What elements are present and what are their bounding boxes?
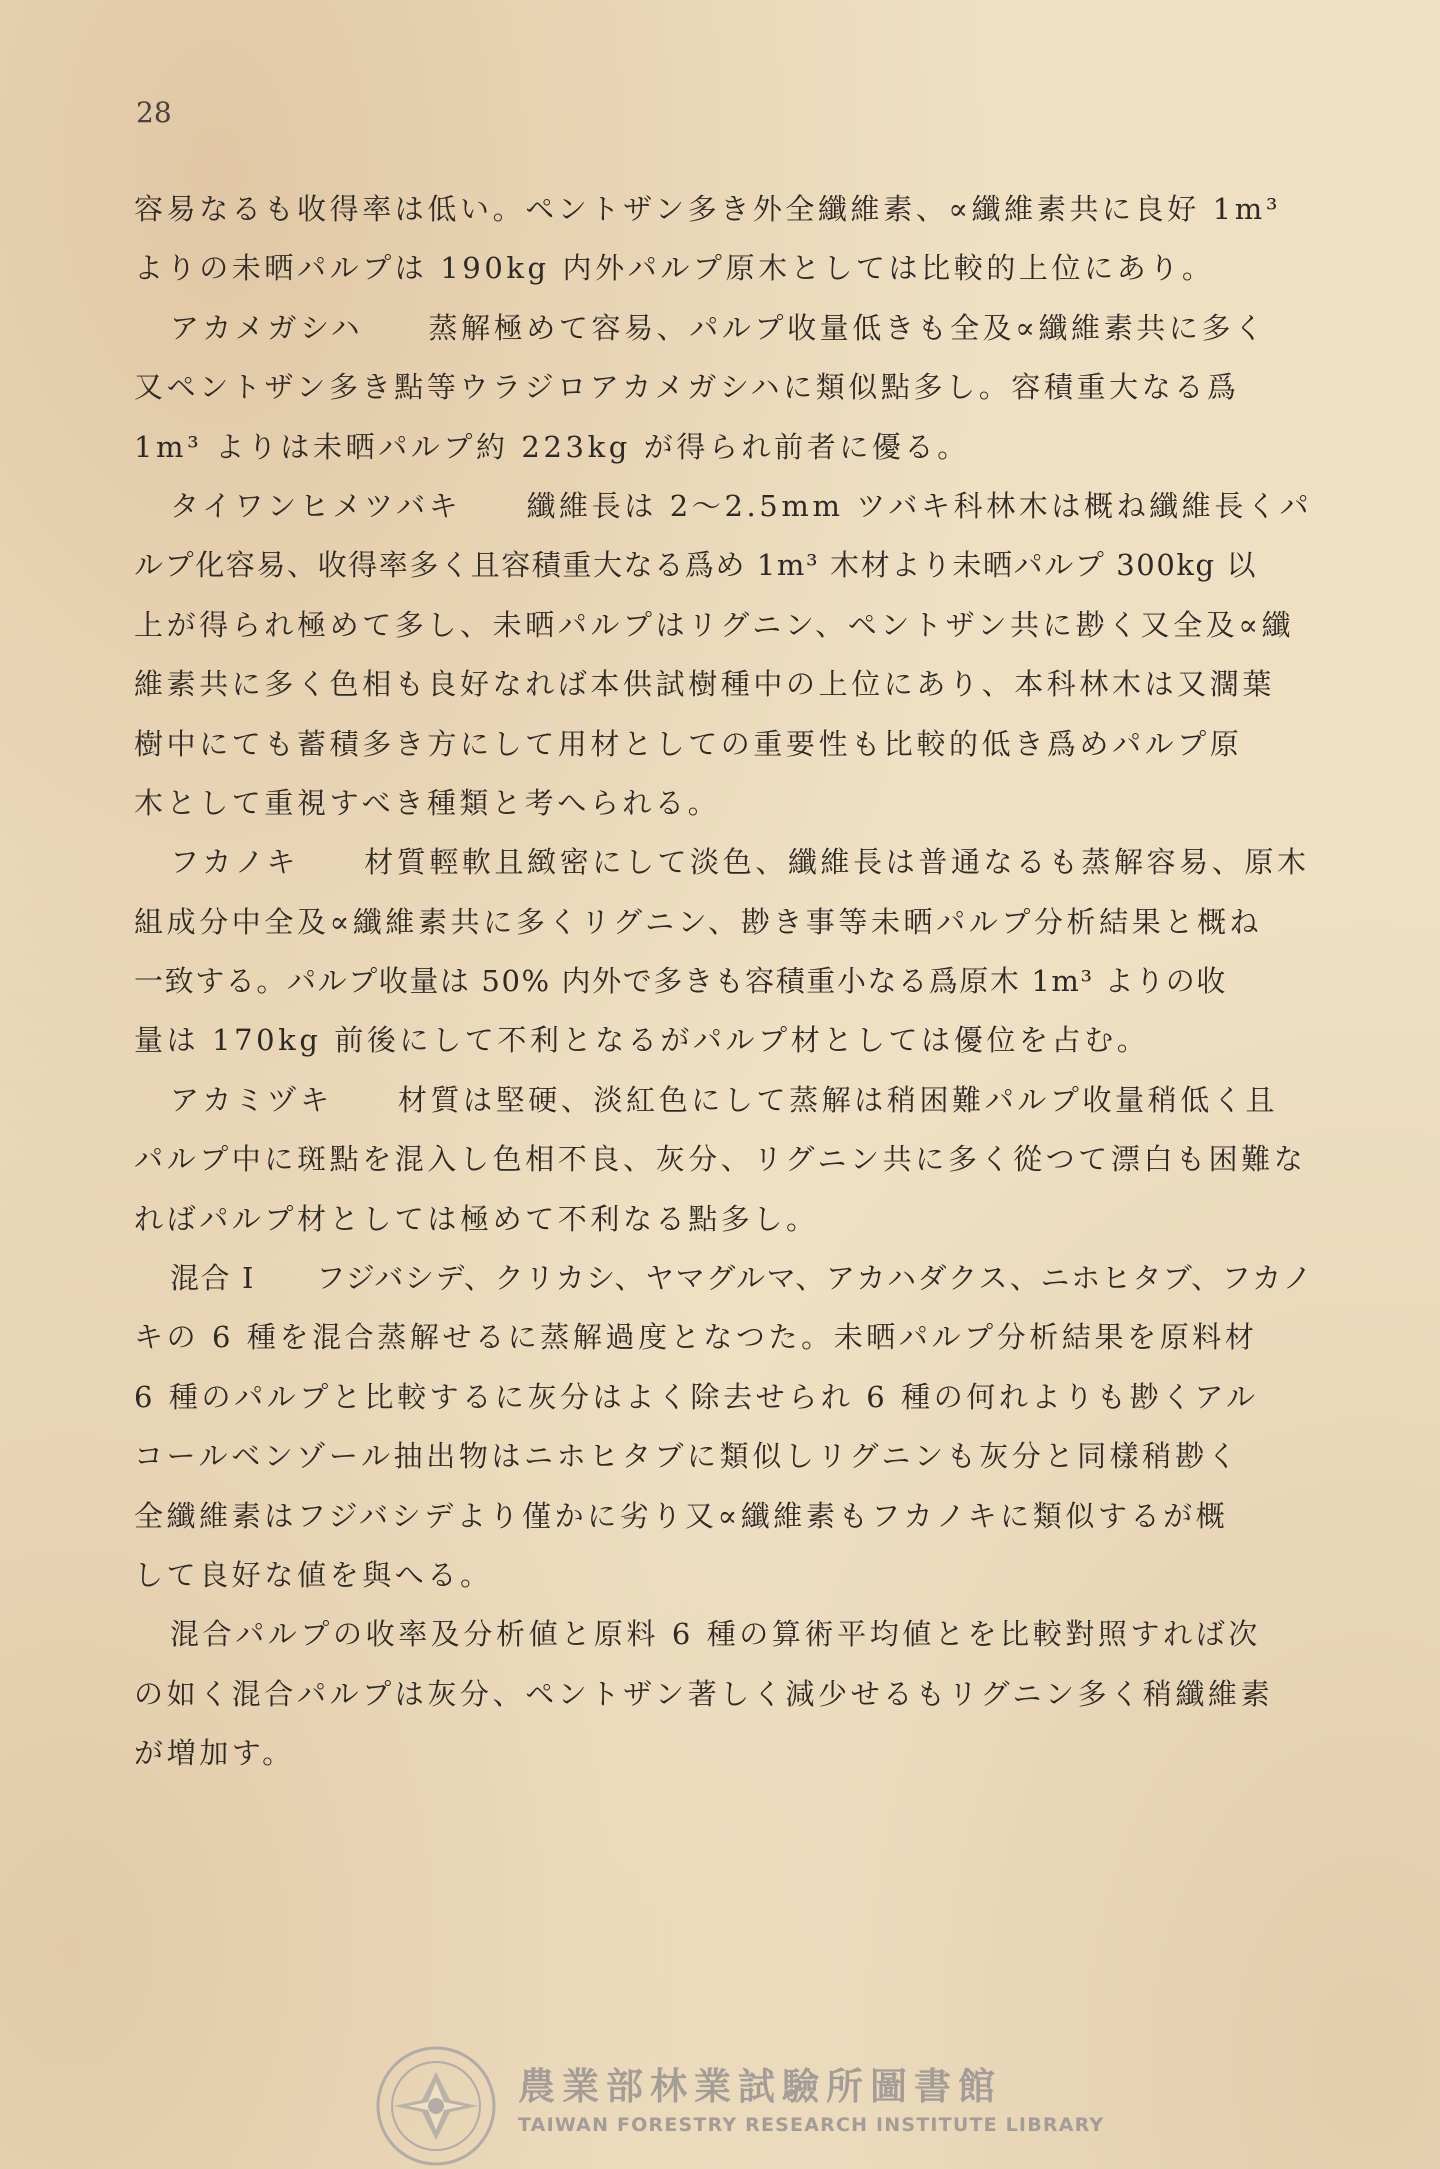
text-line: 維素共に多く色相も良好なれば本供試樹種中の上位にあり、本科林木は又濶葉 xyxy=(134,667,1276,702)
paragraph-first-line: アカメガシハ 蒸解極めて容易、パルプ收量低きも全及∝纖維素共に多く xyxy=(170,310,1267,345)
text-line: 樹中にても蓄積多き方にして用材としての重要性も比較的低き爲めパルプ原 xyxy=(134,726,1243,761)
library-name-chinese: 農業部林業試驗所圖書館 xyxy=(518,2065,1002,2108)
text-line: 木として重視すべき種類と考へられる。 xyxy=(134,785,721,820)
text-line: 6 種のパルプと比較するに灰分はよく除去せられ 6 種の何れよりも尠くアル xyxy=(134,1379,1259,1414)
paragraph-first-line: アカミヅキ 材質は堅硬、淡紅色にして蒸解は稍困難パルプ收量稍低く且 xyxy=(170,1082,1279,1117)
text-line: ルプ化容易、收得率多く且容積重大なる爲め 1m³ 木材より未晒パルプ 300kg 以 xyxy=(134,548,1258,583)
text-line: して良好な値を與へる。 xyxy=(134,1557,493,1592)
text-line: 1m³ よりは未晒パルプ約 223kg が得られ前者に優る。 xyxy=(134,429,970,464)
text-line: 量は 170kg 前後にして不利となるがパルプ材としては優位を占む。 xyxy=(134,1023,1150,1058)
text-line: 全纖維素はフジバシデより僅かに劣り又∝纖維素もフカノキに類似するが概 xyxy=(134,1498,1229,1533)
library-seal-icon xyxy=(374,2044,498,2168)
paragraph-first-line: 混合パルプの收率及分析値と原料 6 種の算術平均値とを比較對照すれば次 xyxy=(170,1617,1261,1652)
text-line: 上が得られ極めて多し、未晒パルプはリグニン、ペントザン共に尠く又全及∝纖 xyxy=(134,607,1295,642)
paragraph-first-line: 混合 I フジバシデ、クリカシ、ヤマグルマ、アカハダクス、ニホヒタブ、フカノ xyxy=(170,1261,1314,1296)
text-line: 組成分中全及∝纖維素共に多くリグニン、尠き事等未晒パルプ分析結果と概ね xyxy=(134,904,1263,939)
paragraph-first-line: タイワンヒメツバキ 纖維長は 2～2.5mm ツバキ科林木は概ね纖維長くパ xyxy=(170,488,1313,523)
text-line: 一致する。パルプ收量は 50% 内外で多きも容積重小なる爲原木 1m³ よりの收 xyxy=(134,964,1227,999)
text-line: 又ペントザン多き點等ウラジロアカメガシハに類似點多し。容積重大なる爲 xyxy=(134,370,1240,405)
text-line: パルプ中に斑點を混入し色相不良、灰分、リグニン共に多く從つて漂白も困難な xyxy=(134,1142,1307,1177)
body-text xyxy=(134,180,1314,1784)
page-number: 28 xyxy=(136,96,172,129)
text-line: の如く混合パルプは灰分、ペントザン著しく減少せるもリグニン多く稍纖維素 xyxy=(134,1676,1274,1711)
text-line: 容易なるも收得率は低い。ペントザン多き外全纖維素、∝纖維素共に良好 1m³ xyxy=(134,192,1282,226)
text-line: キの 6 種を混合蒸解せるに蒸解過度となつた。未晒パルプ分析結果を原料材 xyxy=(134,1320,1258,1355)
text-line: ればパルプ材としては極めて不利なる點多し。 xyxy=(134,1201,819,1236)
text-line: コールベンゾール抽出物はニホヒタブに類似しリグニンも灰分と同樣稍尠く xyxy=(134,1439,1241,1474)
library-name-english: TAIWAN FORESTRY RESEARCH INSTITUTE LIBRARY xyxy=(518,2114,1105,2136)
text-line: が増加す。 xyxy=(134,1736,295,1771)
paragraph-first-line: フカノキ 材質輕軟且緻密にして淡色、纖維長は普通なるも蒸解容易、原木 xyxy=(170,845,1310,880)
text-line: よりの未晒パルプは 190kg 内外パルプ原木としては比較的上位にあり。 xyxy=(134,251,1215,286)
